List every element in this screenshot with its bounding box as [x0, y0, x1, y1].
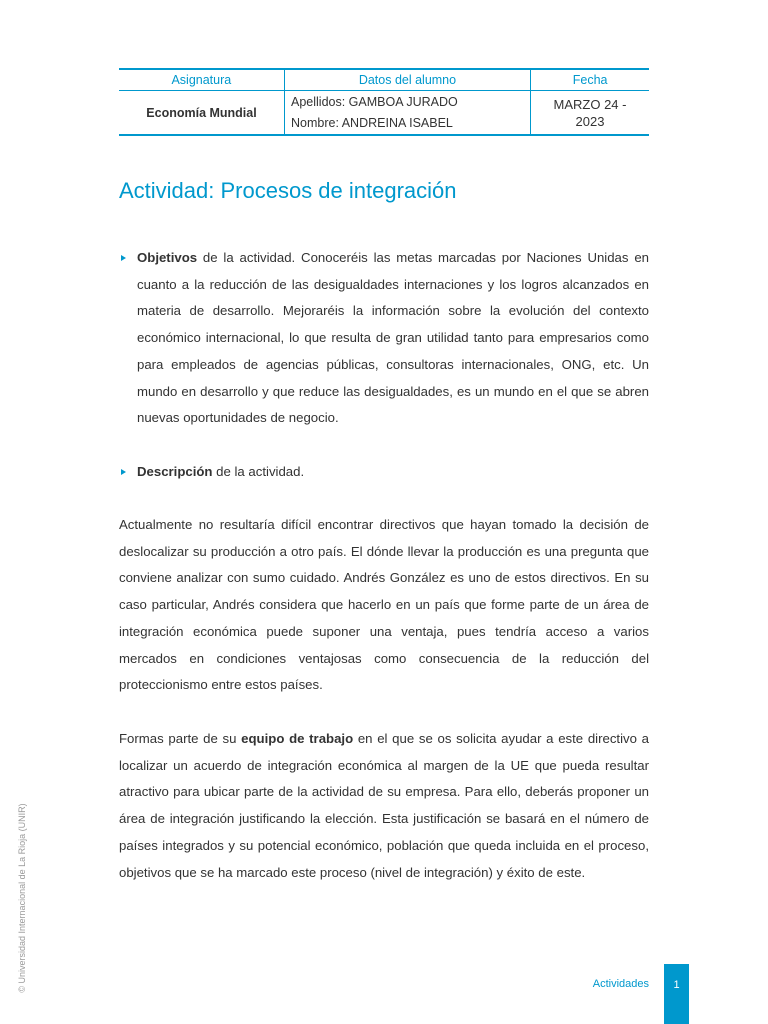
- header-table-body: [119, 91, 649, 134]
- student-name: Nombre: ANDREINA ISABEL: [291, 116, 453, 131]
- description-bold: Descripción: [137, 464, 213, 479]
- paragraph-context: Actualmente no resultaría difícil encontrar directivos que hayan tomado la decisión de deslocalizar su producción a otro país. El dónde llevar la producción es una pregunta que conviene analizar con sumo cuidado. Andrés González es uno de estos directivos. En su caso particular, Andrés considera que hacerlo en un país que forme parte de un área de integración económica puede suponer una ventaja, pues tendría acceso a varios mercados en condiciones ventajosas como consecuencia de la reducción del proteccionismo entre estos países.: [119, 517, 649, 693]
- objectives-bold: Objetivos: [137, 250, 198, 265]
- page-number: 1: [664, 964, 689, 1024]
- bullet-arrow-icon: [121, 469, 126, 475]
- header-table-head: [119, 70, 649, 91]
- objectives-body: de la actividad. Conoceréis las metas marcadas por Naciones Unidas en cuanto a la reducción de las desigualdades internaciones y los logros alcanzados en materia de desarrollo. Mejoraréis la información sobre la evolución del contexto económico internacional, lo que resulta de gran utilidad tanto para empresarios como para empleados de agencias públicas, consultoras internacionales, ONG, etc. Un mundo en desarrollo y que reduce las desigualdades, es un mundo en el que se abren nuevas oportunidades de negocio.: [137, 250, 649, 426]
- page-title: Actividad: Procesos de integración: [119, 178, 457, 203]
- header-table: [119, 68, 649, 136]
- footer-section-label: Actividades: [592, 978, 649, 990]
- objectives-bullet: [119, 245, 649, 432]
- task-post: en el que se os solicita ayudar a este directivo a localizar un acuerdo de integración económica al margen de la UE que pueda resultar atractivo para ubicar parte de la actividad de su empresa. Para ello, deberás proponer un área de integración justificando la elección. Esta justificación se basará en el número de países integrados y su potencial económico, población que queda incluida en el proceso, objetivos que se ha marcado este proceso (nivel de integración) y éxito de este.: [119, 731, 649, 880]
- student-surnames: Apellidos: GAMBOA JURADO: [291, 94, 458, 109]
- description-bullet: [119, 459, 649, 486]
- subject-value: Economía Mundial: [146, 105, 257, 120]
- description-body: de la actividad.: [212, 464, 305, 479]
- task-pre: Formas parte de su: [119, 731, 242, 746]
- date-line-2: 2023: [575, 113, 605, 129]
- description-text: [137, 459, 649, 486]
- objectives-text: [137, 245, 649, 432]
- date-value: [530, 91, 649, 134]
- date-column-title: Fecha: [530, 70, 649, 90]
- task-bold: equipo de trabajo: [241, 731, 354, 746]
- date-line-1: MARZO 24 -: [553, 96, 627, 112]
- bullet-arrow-icon: [121, 255, 126, 261]
- subject-column-title: Asignatura: [171, 73, 232, 87]
- student-data: [284, 91, 530, 134]
- student-column-title: Datos del alumno: [284, 70, 531, 90]
- paragraph-task: [119, 726, 649, 886]
- copyright-notice: © Universidad Internacional de La Rioja (UNIR): [17, 803, 27, 993]
